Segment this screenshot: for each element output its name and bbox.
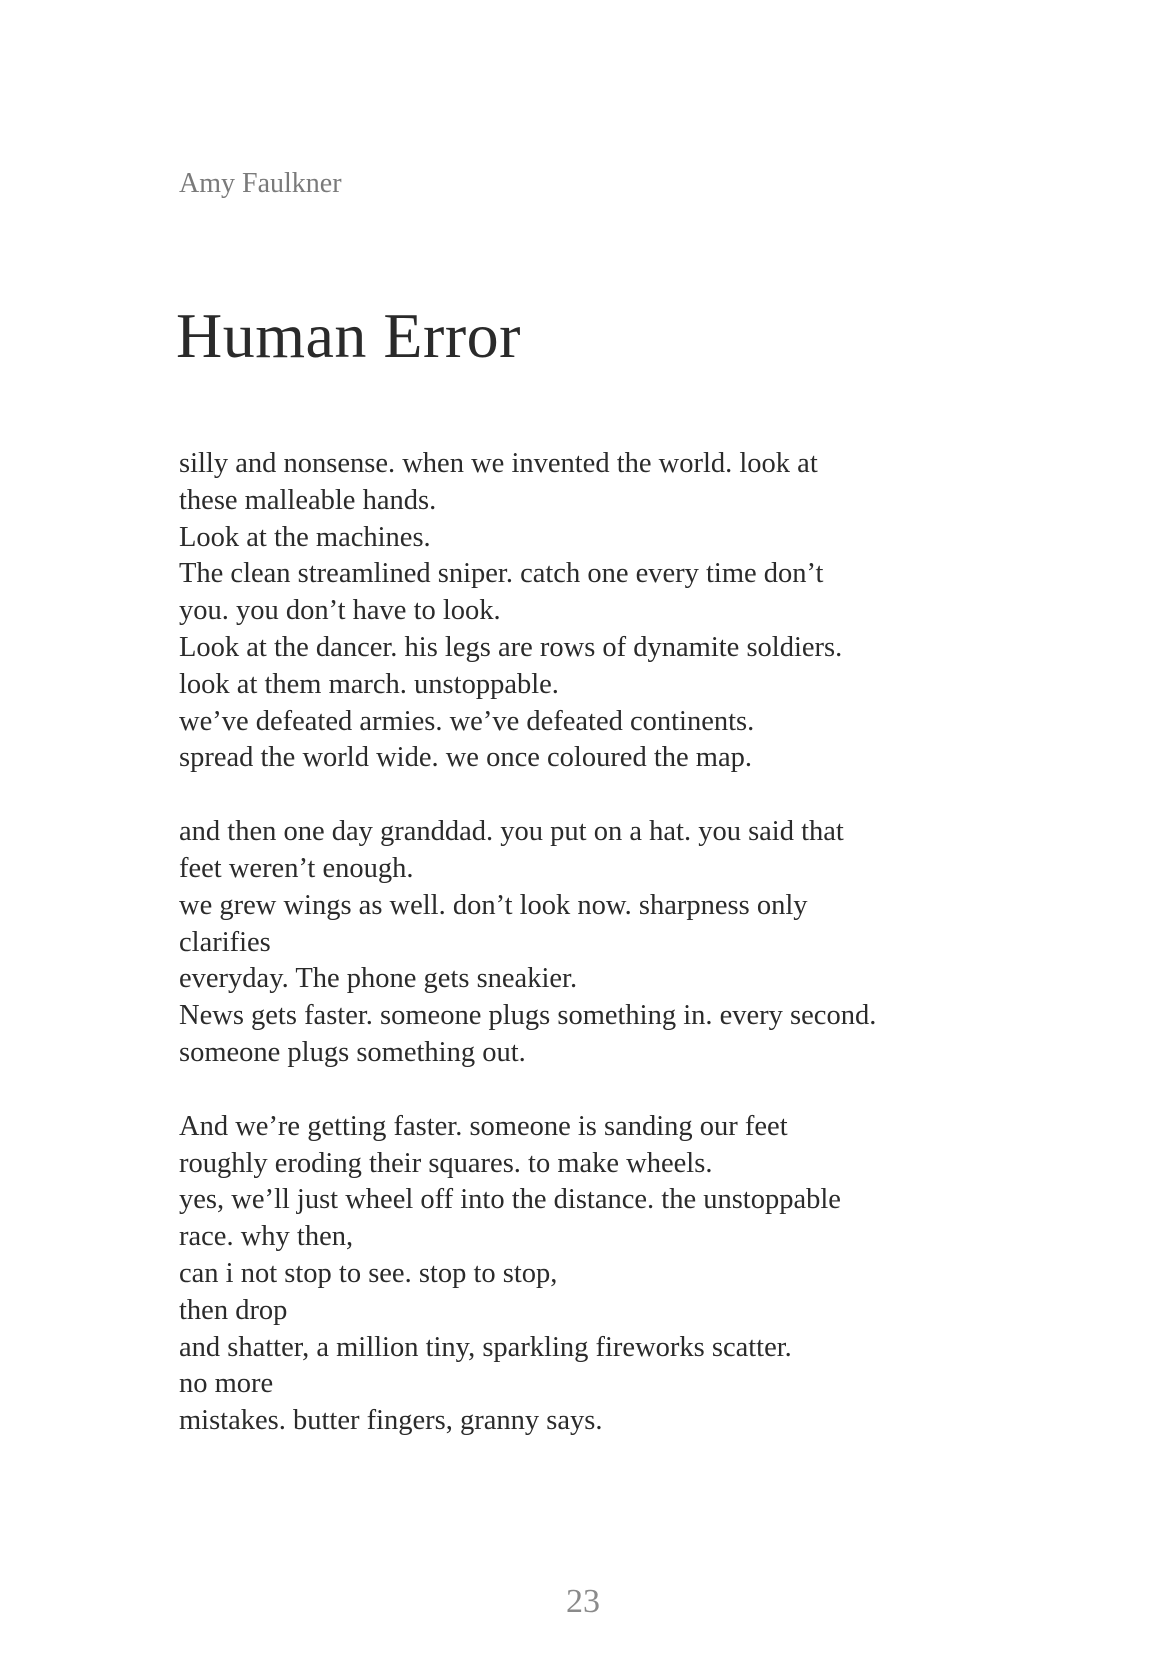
poem-line: and shatter, a million tiny, sparkling fireworks scatter. [179, 1331, 792, 1363]
poem-body [179, 446, 999, 1477]
stanza-3 [179, 1109, 999, 1440]
poem-line: look at them march. unstoppable. [179, 668, 559, 700]
poem-line: And we’re getting faster. someone is sanding our feet [179, 1110, 788, 1142]
poem-line: The clean streamlined sniper. catch one every time don’t [179, 558, 824, 590]
poem-line: feet weren’t enough. [179, 852, 414, 884]
poem-line: no more [179, 1368, 274, 1400]
page-number: 23 [566, 1583, 600, 1620]
poem-line: we’ve defeated armies. we’ve defeated continents. [179, 705, 755, 737]
poem-line: spread the world wide. we once coloured the map. [179, 742, 752, 774]
poem-line: everyday. The phone gets sneakier. [179, 963, 578, 995]
author-name: Amy Faulkner [179, 168, 342, 199]
poem-line: Look at the machines. [179, 521, 431, 553]
poem-line: we grew wings as well. don’t look now. sharpness only [179, 889, 808, 921]
poem-line: yes, we’ll just wheel off into the distance. the unstoppable [179, 1184, 841, 1216]
poem-line: clarifies [179, 926, 271, 958]
poem-line: mistakes. butter fingers, granny says. [179, 1405, 603, 1437]
stanza-1 [179, 446, 999, 777]
poem-line: someone plugs something out. [179, 1036, 526, 1068]
poem-title: Human Error [176, 300, 521, 371]
poem-line: News gets faster. someone plugs something in. every second. [179, 1000, 877, 1032]
poem-line: and then one day granddad. you put on a hat. you said that [179, 816, 844, 848]
poem-line: Look at the dancer. his legs are rows of dynamite soldiers. [179, 631, 843, 663]
poem-line: silly and nonsense. when we invented the world. look at [179, 448, 818, 479]
poem-line: these malleable hands. [179, 484, 437, 516]
poem-line: you. you don’t have to look. [179, 595, 501, 627]
poem-line: then drop [179, 1294, 288, 1326]
poem-line: roughly eroding their squares. to make wheels. [179, 1147, 713, 1179]
poem-line: can i not stop to see. stop to stop, [179, 1257, 558, 1289]
stanza-2 [179, 814, 999, 1072]
poem-line: race. why then, [179, 1221, 354, 1253]
